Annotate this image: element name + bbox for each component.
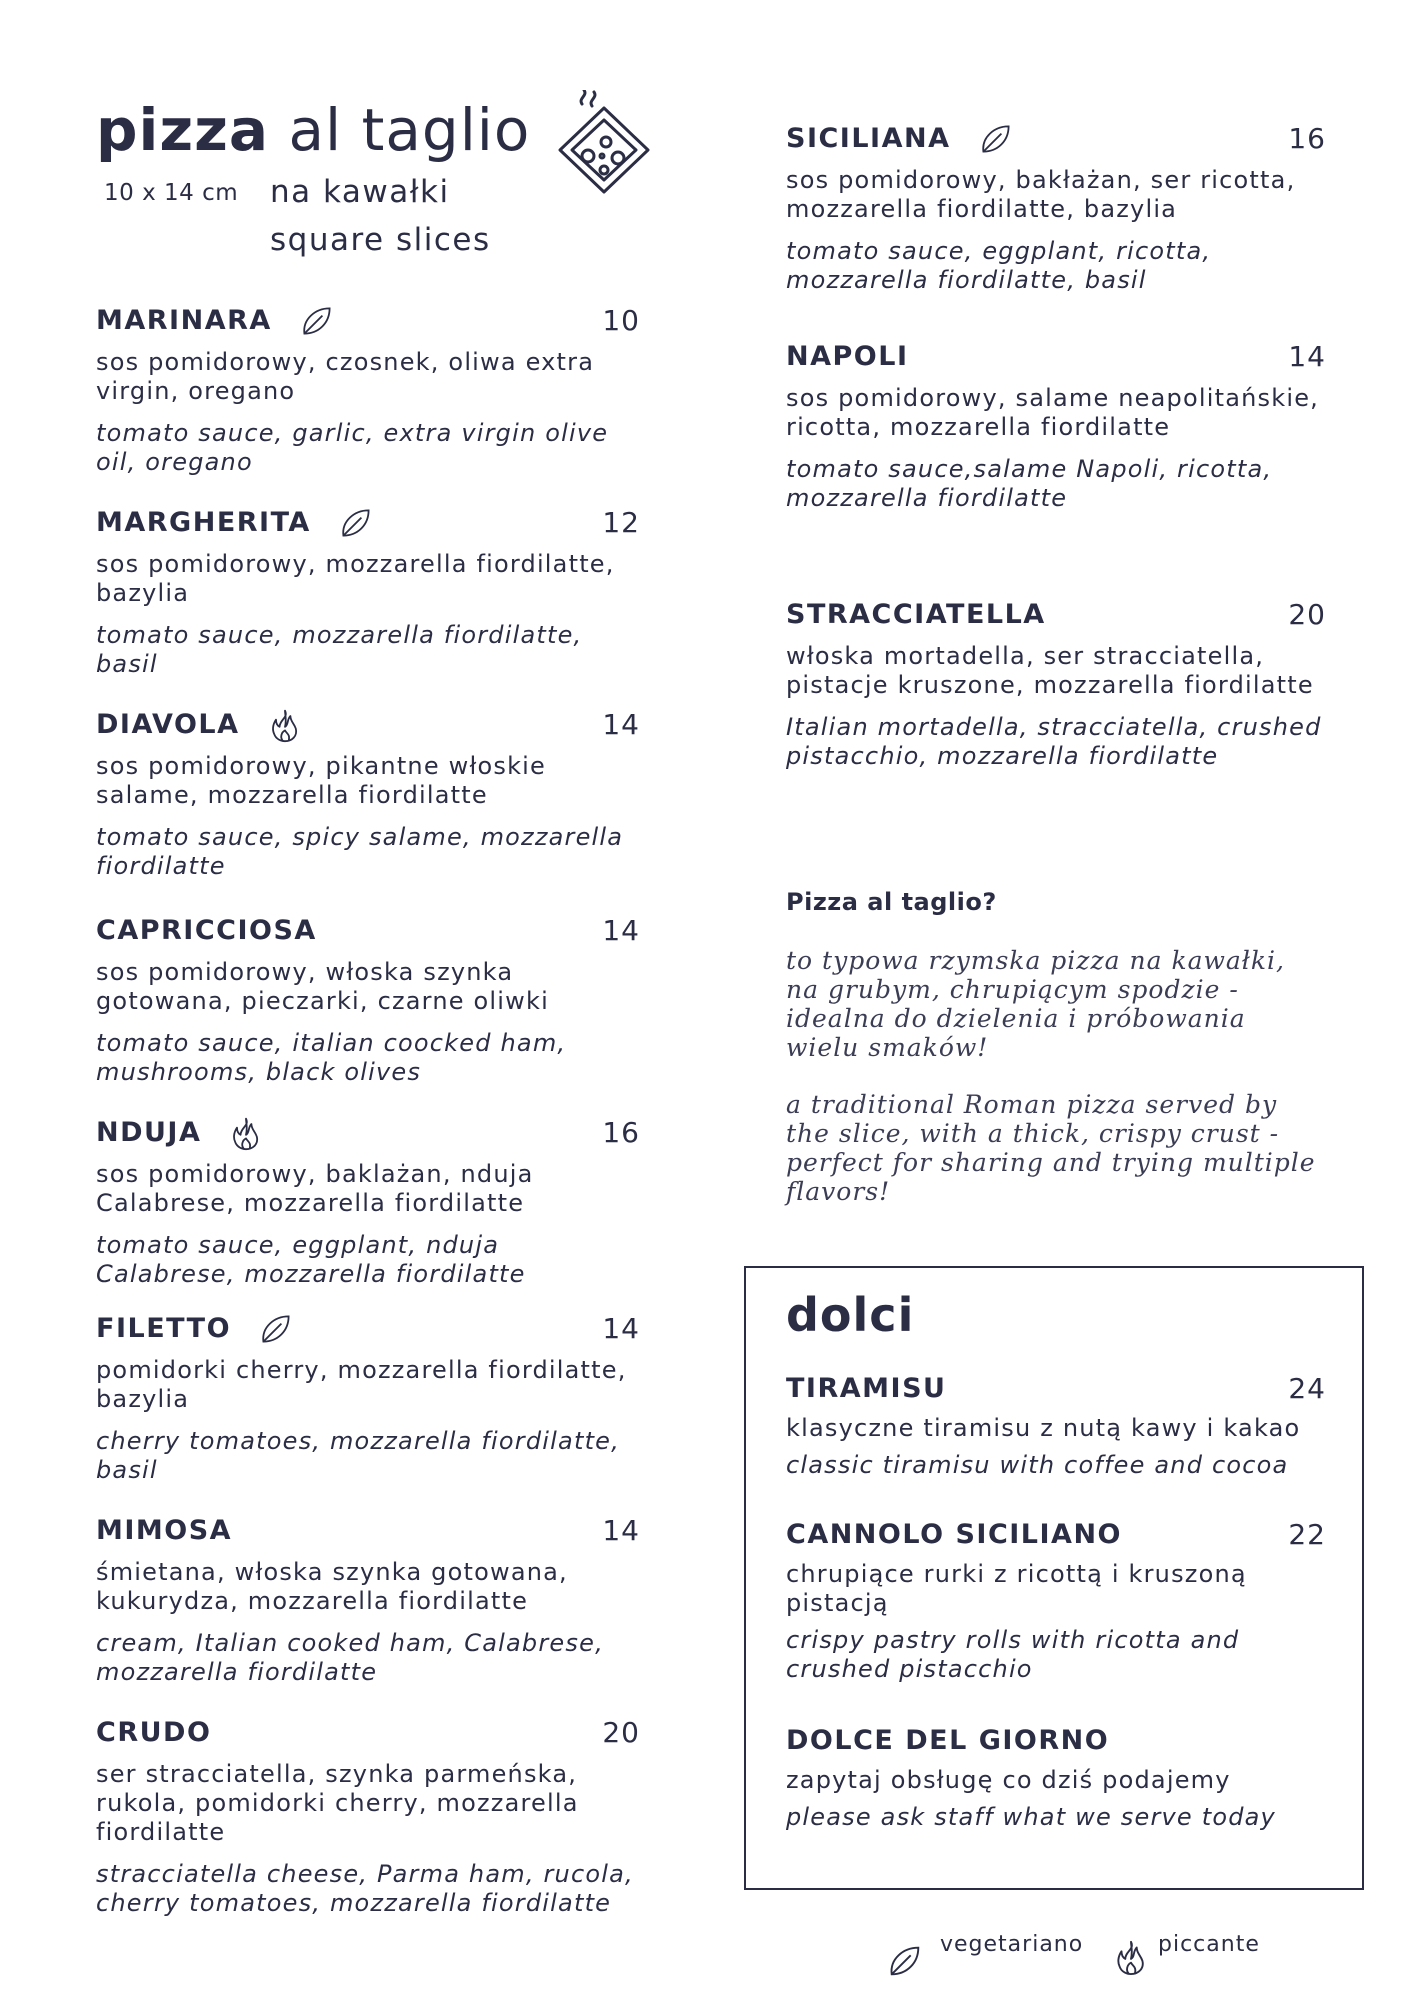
item-description-pl: sos pomidorowy, włoska szynka gotowana, pieczarki, czarne oliwki (96, 958, 549, 1015)
menu-item-stracciatella (786, 596, 1326, 771)
menu-item-napoli (786, 338, 1326, 513)
menu-item-nduja (96, 1114, 640, 1289)
item-name: NDUJA (96, 1117, 202, 1148)
item-name: CRUDO (96, 1717, 212, 1748)
item-description-pl: pomidorki cherry, mozzarella fiordilatte, bazylia (96, 1356, 627, 1413)
title-bold: pizza (96, 96, 270, 164)
item-description-en: tomato sauce, mozzarella fiordilatte, basil (96, 621, 583, 678)
item-price: 20 (602, 1716, 640, 1749)
item-price: 14 (602, 708, 640, 741)
item-price: 14 (602, 1514, 640, 1547)
item-name: MIMOSA (96, 1515, 233, 1546)
item-description-en: crispy pastry rolls with ricotta and crushed pistacchio (786, 1626, 1240, 1683)
item-description-en: stracciatella cheese, Parma ham, rucola, cherry tomatoes, mozzarella fiordilatte (96, 1860, 634, 1917)
item-name: DIAVOLA (96, 709, 240, 740)
item-price: 14 (602, 914, 640, 947)
menu-item-mimosa (96, 1512, 640, 1687)
item-description-pl: ser stracciatella, szynka parmeńska, rukola, pomidorki cherry, mozzarella fiordilatte (96, 1760, 579, 1846)
subtitle-pl: na kawałki (270, 174, 450, 210)
item-description-pl: sos pomidorowy, baklażan, nduja Calabrese, mozzarella fiordilatte (96, 1160, 534, 1217)
item-name: SICILIANA (786, 123, 951, 154)
item-description-pl: sos pomidorowy, czosnek, oliwa extra virgin, oregano (96, 348, 595, 405)
dessert-item-tiramisu (786, 1370, 1326, 1480)
item-description-en: tomato sauce, italian coocked ham, mushrooms, black olives (96, 1029, 567, 1086)
item-description-pl: sos pomidorowy, salame neapolitańskie, ricotta, mozzarella fiordilatte (786, 384, 1320, 441)
item-name: TIRAMISU (786, 1373, 947, 1404)
item-description-en: tomato sauce, eggplant, nduja Calabrese, mozzarella fiordilatte (96, 1231, 526, 1288)
item-description-en: tomato sauce,salame Napoli, ricotta, mozzarella fiordilatte (786, 455, 1273, 512)
item-name: FILETTO (96, 1313, 232, 1344)
leaf-icon (299, 303, 335, 339)
item-price: 10 (602, 304, 640, 337)
item-description-en: tomato sauce, eggplant, ricotta, mozzarella fiordilatte, basil (786, 237, 1212, 294)
item-price: 14 (602, 1312, 640, 1345)
item-description-en: classic tiramisu with coffee and cocoa (786, 1451, 1289, 1479)
item-price: 20 (1288, 598, 1326, 631)
item-description-pl: sos pomidorowy, pikantne włoskie salame, mozzarella fiordilatte (96, 752, 546, 809)
menu-item-filetto (96, 1310, 640, 1485)
dessert-item-cannolo (786, 1516, 1326, 1684)
item-price: 16 (1288, 122, 1326, 155)
item-description-pl: śmietana, włoska szynka gotowana, kukurydza, mozzarella fiordilatte (96, 1558, 568, 1615)
item-description-pl: klasyczne tiramisu z nutą kawy i kakao (786, 1414, 1301, 1442)
item-description-en: tomato sauce, garlic, extra virgin olive oil, oregano (96, 419, 609, 476)
item-price: 12 (602, 506, 640, 539)
leaf-icon (338, 505, 374, 541)
menu-item-margherita (96, 504, 640, 679)
flame-icon (228, 1115, 264, 1151)
item-description-en: tomato sauce, spicy salame, mozzarella fiordilatte (96, 823, 624, 880)
item-description-pl: chrupiące rurki z ricottą i kruszoną pistacją (786, 1560, 1247, 1617)
leaf-icon (978, 121, 1014, 157)
item-description-en: cherry tomatoes, mozzarella fiordilatte, basil (96, 1427, 620, 1484)
info-text-en: a traditional Roman pizza served by the slice, with a thick, crispy crust - perfect for sharing and trying multiple flavors! (786, 1090, 1316, 1206)
item-description-pl: sos pomidorowy, bakłażan, ser ricotta, mozzarella fiordilatte, bazylia (786, 166, 1296, 223)
subtitle-en: square slices (270, 222, 491, 258)
item-name: CANNOLO SICILIANO (786, 1519, 1122, 1550)
item-description-en: Italian mortadella, stracciatella, crushed pistacchio, mozzarella fiordilatte (786, 713, 1322, 770)
item-name: NAPOLI (786, 341, 909, 372)
item-name: STRACCIATELLA (786, 599, 1046, 630)
menu-item-capricciosa (96, 912, 640, 1087)
item-description-pl: włoska mortadella, ser stracciatella, pistacje kruszone, mozzarella fiordilatte (786, 642, 1314, 699)
legend-spicy: piccante (1158, 1932, 1260, 1957)
menu-item-marinara (96, 302, 640, 477)
item-price: 22 (1288, 1518, 1326, 1551)
legend-vegetarian: vegetariano (940, 1932, 1084, 1957)
item-name: DOLCE DEL GIORNO (786, 1725, 1110, 1756)
item-price: 16 (602, 1116, 640, 1149)
menu-item-diavola (96, 706, 640, 881)
item-price: 24 (1288, 1372, 1326, 1405)
leaf-icon (258, 1311, 294, 1347)
item-description-en: please ask staff what we serve today (786, 1803, 1276, 1831)
flame-icon (1112, 1938, 1150, 1976)
menu-title (96, 96, 531, 164)
info-text-pl: to typowa rzymska pizza na kawałki, na grubym, chrupiącym spodzie - idealna do dzielenia i próbowania wielu smaków! (786, 946, 1286, 1062)
item-description-pl: sos pomidorowy, mozzarella fiordilatte, bazylia (96, 550, 615, 607)
dessert-item-dolce-del-giorno (786, 1722, 1326, 1832)
title-light: al taglio (288, 96, 531, 164)
item-description-pl: zapytaj obsługę co dziś podajemy (786, 1766, 1231, 1794)
info-question: Pizza al taglio? (786, 888, 997, 916)
item-name: MARGHERITA (96, 507, 311, 538)
leaf-icon (886, 1942, 924, 1980)
slice-size: 10 x 14 cm (104, 180, 239, 206)
menu-item-crudo (96, 1714, 640, 1918)
pizza-slice-icon (552, 90, 656, 200)
item-price: 14 (1288, 340, 1326, 373)
item-name: CAPRICCIOSA (96, 915, 317, 946)
dolci-title: dolci (786, 1288, 915, 1342)
menu-item-siciliana (786, 120, 1326, 295)
flame-icon (267, 707, 303, 743)
item-description-en: cream, Italian cooked ham, Calabrese, mozzarella fiordilatte (96, 1629, 604, 1686)
item-name: MARINARA (96, 305, 272, 336)
